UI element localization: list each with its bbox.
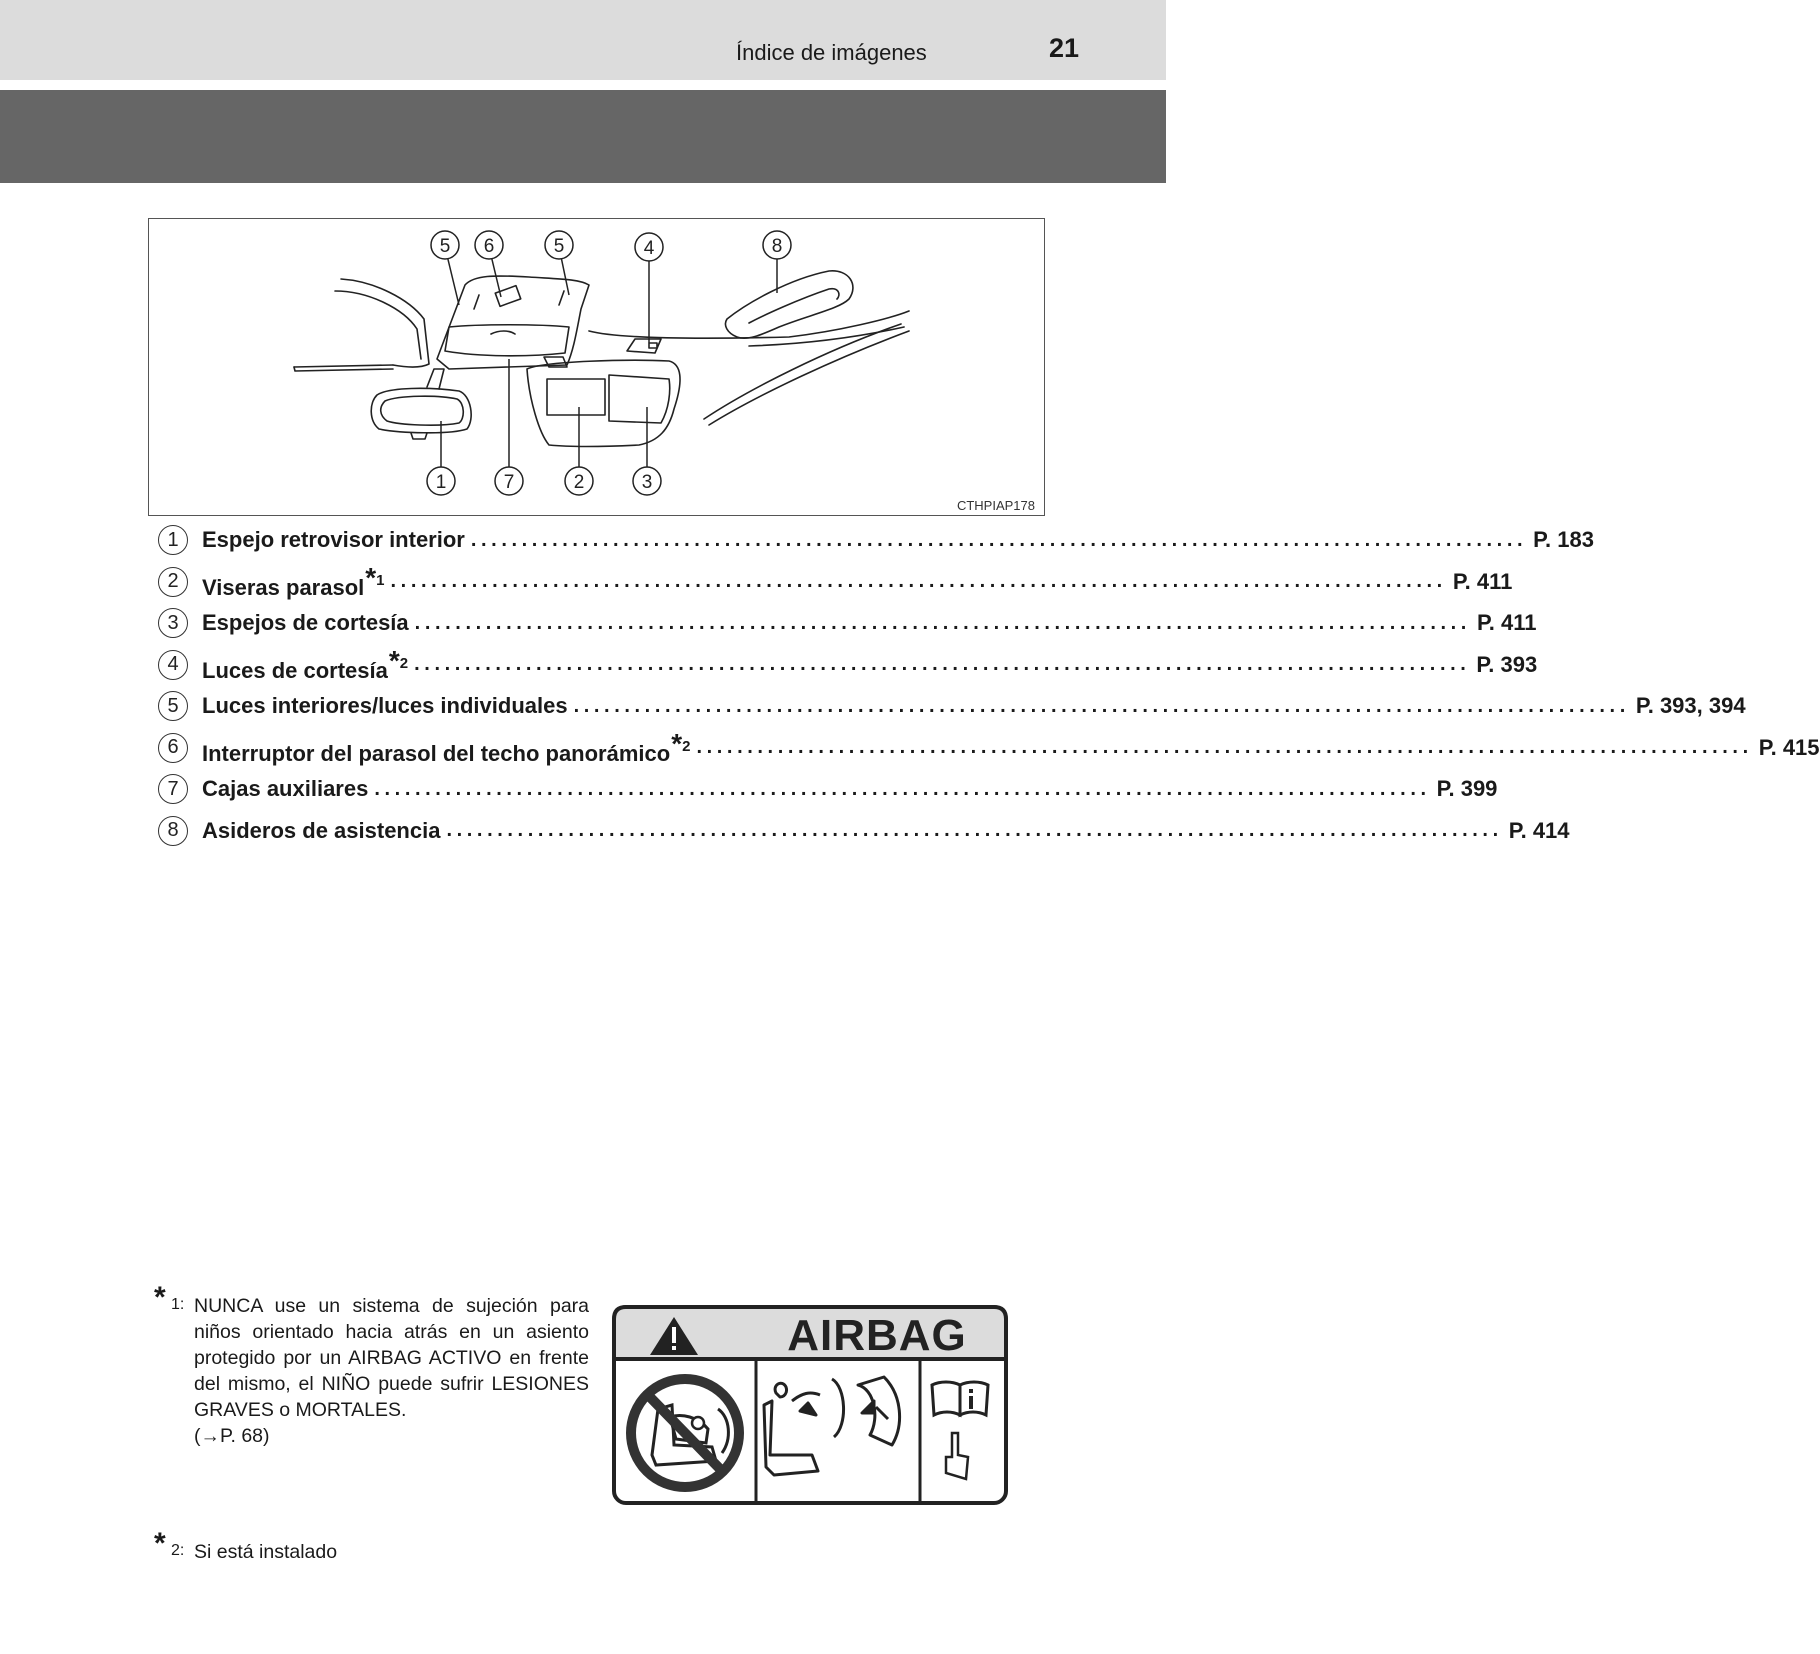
page-reference[interactable]: P. 411 [1476,610,1537,635]
list-item [158,769,1498,809]
page-reference[interactable]: P. 393 [1476,651,1538,677]
page-reference[interactable]: P. 183 [1533,527,1594,552]
header-bar [0,90,1166,183]
callout-2: 2 [573,472,585,493]
dot-leader: ........................................................................................................ [390,570,1447,592]
dot-leader: ........................................................................................................ [573,694,1630,717]
footnote-page-ref[interactable]: (→P. 68) [194,1425,270,1447]
item-label: Cajas auxiliares [202,776,369,801]
list-item [158,728,1820,768]
item-number: 1 [158,525,188,555]
ceiling-illustration [149,219,1046,517]
page-reference[interactable]: P. 393, 394 [1635,693,1746,718]
figure-code: CTHPIAP178 [956,498,1035,513]
callout-7: 7 [503,472,515,493]
item-number: 2 [158,567,188,597]
list-item [158,562,1513,602]
item-number: 8 [158,816,188,846]
callout-8: 8 [771,236,783,257]
footnote-mark: * [154,1281,166,1314]
callout-4: 4 [643,238,655,259]
list-item [158,645,1538,685]
item-label: Interruptor del parasol del techo panorámico$^{*2}$ [202,728,691,766]
item-number: 4 [158,650,188,680]
airbag-title: AIRBAG [787,1311,967,1360]
item-label: Espejos de cortesía [202,610,409,635]
dot-leader: ........................................................................................................ [696,736,1753,758]
callout-3: 3 [641,472,653,493]
item-number: 5 [158,691,188,721]
dot-leader: ........................................................................................................ [414,653,1471,675]
item-label: Luces interiores/luces individuales [202,693,568,718]
page-header [0,0,1166,80]
page-reference[interactable]: P. 399 [1436,776,1498,801]
page-reference[interactable]: P. 411 [1452,568,1513,594]
callout-5b: 5 [553,236,565,257]
airbag-warning-label [612,1305,1008,1505]
page-number: 21 [1049,33,1080,63]
footnote-text: NUNCA use un sistema de sujeción para niños orientado hacia atrás en un asiento protegido por un AIRBAG ACTIVO en frente del mismo, el NIÑO puede sufrir LESIONES GRAVES o MORTALES. (→P. 68) [194,1295,589,1447]
footnote-index: 1: [171,1296,185,1313]
item-label: Viseras parasol$^{*1}$ [202,562,385,600]
page-reference[interactable]: P. 414 [1508,817,1570,843]
item-label: Asideros de asistencia [202,817,441,843]
item-number: 6 [158,733,188,763]
dot-leader: ........................................................................................................ [374,777,1431,800]
dot-leader: ........................................................................................................ [414,611,1471,634]
footnote-mark: * [154,1527,166,1560]
item-label: Espejo retrovisor interior [202,527,465,552]
list-item [158,811,1570,851]
list-item [158,603,1537,643]
section-title: Índice de imágenes [736,40,927,65]
callout-6: 6 [483,236,495,257]
item-label: Luces de cortesía$^{*2}$ [202,645,409,683]
dot-leader: ........................................................................................................ [446,819,1503,841]
callout-5a: 5 [439,236,451,257]
callout-1: 1 [435,472,447,493]
dot-leader: ........................................................................................................ [470,528,1528,551]
item-number: 3 [158,608,188,638]
footnote-index: 2: [171,1542,185,1559]
footnote-text: Si está instalado [194,1541,338,1563]
list-item [158,520,1594,560]
page-reference[interactable]: P. 415 [1758,734,1820,760]
no-child-seat-icon [631,1379,739,1487]
list-item [158,686,1746,726]
item-number: 7 [158,774,188,804]
interior-ceiling-figure [148,218,1045,516]
